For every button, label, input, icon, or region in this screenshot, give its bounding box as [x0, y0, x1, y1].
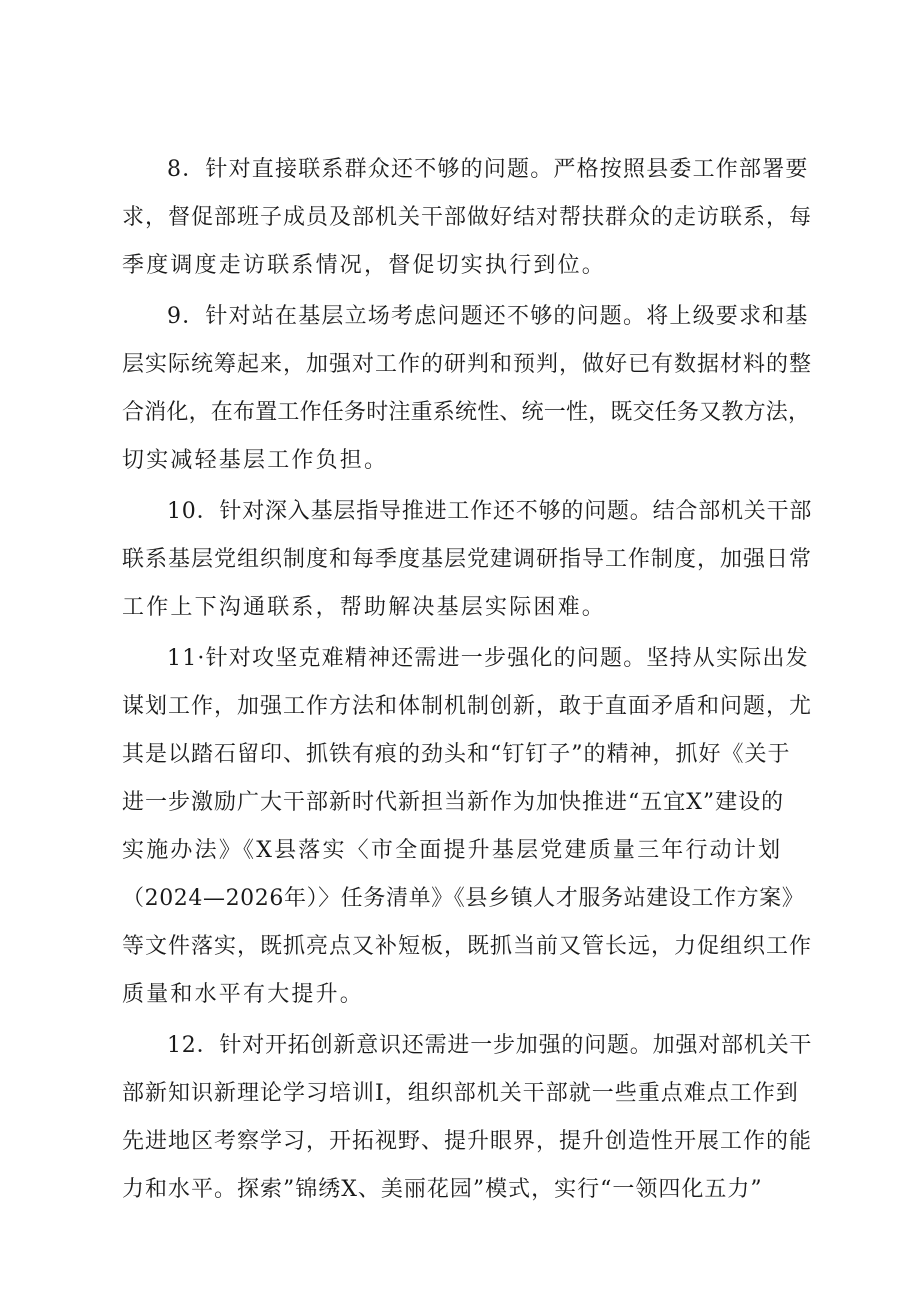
text-line: 8．针对直接联系群众还不够的问题。严格按照县委工作部署要: [167, 157, 809, 182]
text-line: 其是以踏石留印、抓铁有痕的劲头和“钉钉子”的精神，抓好《关于: [122, 742, 791, 767]
text-line: 进一步激励广大干部新时代新担当新作为加快推进“五宜X”建设的: [122, 790, 785, 815]
text-line: 合消化，在布置工作任务时注重系统性、统一性，既交任务又教方法，: [122, 400, 811, 425]
text-line: 11·针对攻坚克难精神还需进一步强化的问题。坚持从实际出发: [167, 646, 809, 671]
paragraph-item-8: [122, 146, 812, 290]
text-line: 切实减轻基层工作负担。: [122, 448, 389, 473]
text-line: 谋划工作，加强工作方法和体制机制创新，敢于直面矛盾和问题，尤: [122, 694, 813, 719]
text-line: 季度调度走访联系情况，督促切实执行到位。: [122, 253, 607, 278]
text-line: 质量和水平有大提升。: [122, 982, 365, 1007]
text-line: 先进地区考察学习，开拓视野、提升眼界，提升创造性开展工作的能: [122, 1129, 813, 1154]
text-line: 10．针对深入基层指导推进工作还不够的问题。结合部机关干部: [167, 499, 813, 524]
text-line: 层实际统筹起来，加强对工作的研判和预判，做好已有数据材料的整: [122, 352, 813, 377]
text-line: 9．针对站在基层立场考虑问题还不够的问题。将上级要求和基: [167, 304, 809, 329]
document-body: [122, 146, 812, 1217]
text-line: （2024—2026年）〉任务清单》《县乡镇人才服务站建设工作方案》: [122, 886, 805, 911]
text-line: 等文件落实，既抓亮点又补短板，既抓当前又管长远，力促组织工作: [122, 934, 813, 959]
text-line: 力和水平。探索”锦绣X、美丽花园”模式，实行“一领四化五力”: [122, 1177, 763, 1202]
text-line: 12．针对开拓创新意识还需进一步加强的问题。加强对部机关干: [167, 1033, 813, 1058]
text-line: 实施办法》《X县落实〈市全面提升基层党建质量三年行动计划: [122, 838, 783, 863]
paragraph-item-10: [122, 488, 812, 632]
paragraph-item-11: [122, 635, 812, 1019]
text-line: 工作上下沟通联系，帮助解决基层实际困难。: [122, 595, 607, 620]
paragraph-item-9: [122, 293, 812, 485]
text-line: 求，督促部班子成员及部机关干部做好结对帮扶群众的走访联系，每: [122, 205, 813, 230]
text-line: 部新知识新理论学习培训I，组织部机关干部就一些重点难点工作到: [122, 1081, 799, 1106]
paragraph-item-12: [122, 1022, 812, 1214]
text-line: 联系基层党组织制度和每季度基层党建调研指导工作制度，加强日常: [122, 547, 813, 572]
